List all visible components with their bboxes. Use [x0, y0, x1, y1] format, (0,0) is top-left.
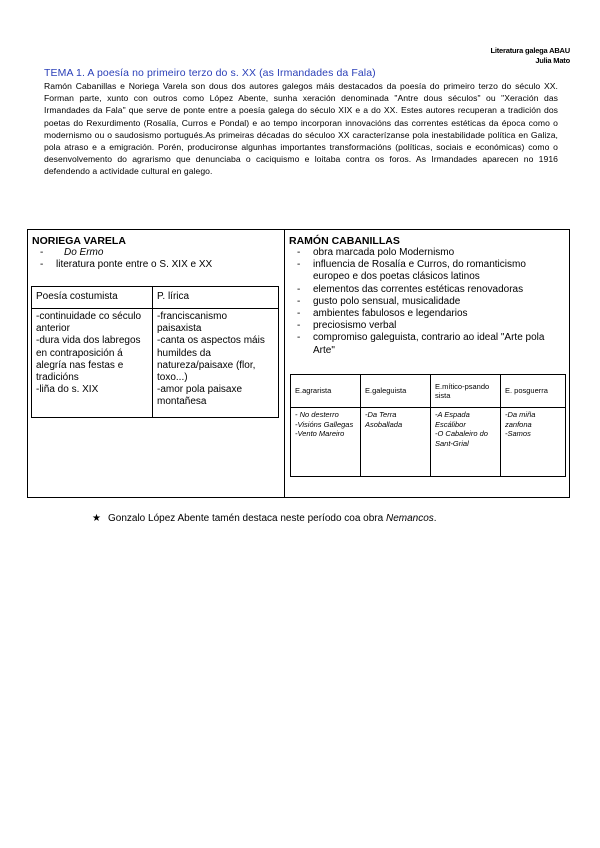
table-header: E.galeguista: [361, 375, 431, 408]
list-item: - obra marcada polo Modernismo: [293, 247, 565, 259]
list-item: - influencia de Rosalía e Curros, do romanticismo europeo e dos poetas clásicos latinos: [293, 259, 565, 283]
document-header: [490, 46, 570, 66]
table-header: E.agrarista: [291, 375, 361, 408]
intro-paragraph: Ramón Cabanillas e Noriega Varela son dous dos autores galegos máis destacados da poesía do primeiro terzo do século XX. Forman parte, xunto con outros como López Abente, sunha xeración denominada "Antre dous séculos" ou "Xeración das Irmandades da Fala" que serve de ponte entre a poesía galega do século XIX e a do XX. Estes autores recuperan a tradición dos poetas do Rexurdimento (Rosalía, Curros e Pondal) e ao tempo incorporan innovacións das correntes estéticas da época como o modernismo ou o saudosismo portugués.As primeiras décadas do séculoo XX caracterízanse pola inestabilidade política en Galiza, pola atraso e a emigración. Porén, producironse algunhas importantes transformacións (políticas, sociais e económicas) como o desenvolvemento do agrarismo que denunciaba o caciquismo e loitaba contra os foros. As Irmandades aparecen no 1916 defendendo a actividade cultural en galego.: [44, 81, 558, 177]
table-header: E.mítico-psando sista: [431, 375, 501, 408]
star-icon: ★: [92, 513, 101, 524]
box-divider: [284, 229, 285, 498]
header-subject: Literatura galega ABAU: [490, 46, 570, 55]
table-cell: -Da miña zanfona -Samos: [501, 408, 566, 477]
list-item: - Do Ermo: [36, 247, 280, 259]
list-item: - compromiso galeguista, contrario ao ideal "Arte pola Arte": [293, 332, 565, 356]
list-item: - literatura ponte entre o S. XIX e XX: [36, 259, 280, 271]
cabanillas-section: [289, 235, 565, 357]
footnote: ★ Gonzalo López Abente tamén destaca neste período coa obra Nemancos.: [92, 513, 437, 524]
list-item: - gusto polo sensual, musicalidade: [293, 296, 565, 308]
list-item: - ambientes fabulosos e legendarios: [293, 308, 565, 320]
table-cell: -continuidade co século anterior -dura vida dos labregos en contraposición á alegría nas festas e tradicións -liña do s. XIX: [32, 309, 153, 418]
noriega-section: [32, 235, 280, 271]
header-author: Julia Mato: [535, 56, 570, 65]
list-item: - preciosismo verbal: [293, 320, 565, 332]
page-title: TEMA 1. A poesía no primeiro terzo do s. XX (as Irmandades da Fala): [44, 67, 376, 79]
table-cell: -franciscanismo paisaxista -canta os aspectos máis humildes da natureza/paisaxe (flor, toxo...) -amor pola paisaxe montañesa: [153, 309, 279, 418]
cabanillas-title: RAMÓN CABANILLAS: [289, 235, 400, 247]
noriega-title: NORIEGA VARELA: [32, 235, 126, 247]
table-cell: -Da Terra Asoballada: [361, 408, 431, 477]
noriega-table: [31, 286, 279, 418]
table-cell: - No desterro -Visións Gallegas -Vento Mareiro: [291, 408, 361, 477]
work-title: Nemancos: [385, 513, 434, 524]
table-cell: -A Espada Escálibor -O Cabaleiro do Sant-Grial: [431, 408, 501, 477]
table-header: P. lírica: [153, 287, 279, 309]
table-header: E. posguerra: [501, 375, 566, 408]
table-header: Poesía costumista: [32, 287, 153, 309]
list-item: - elementos das correntes estéticas renovadoras: [293, 284, 565, 296]
cabanillas-table: [290, 374, 566, 477]
